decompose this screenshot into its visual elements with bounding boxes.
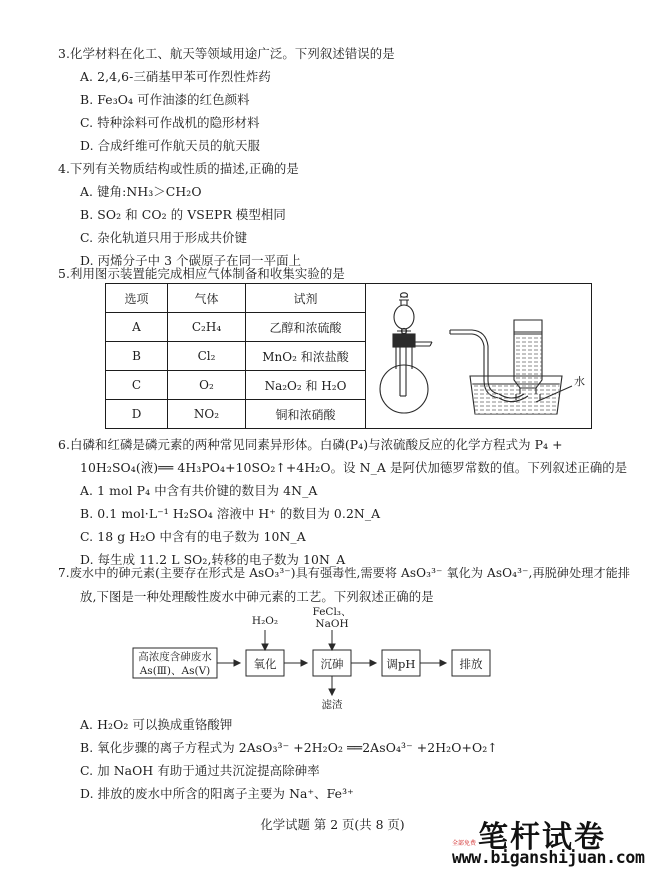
gas-preparation-table [105, 283, 592, 429]
row-d-gas: NO₂ [168, 400, 246, 429]
row-b-gas: Cl₂ [168, 342, 246, 371]
question-6-option-a[interactable]: A. 1 mol P₄ 中含有共价键的数目为 4N_A [80, 483, 318, 498]
water-label: 水 [574, 375, 585, 388]
flowchart-svg [132, 606, 552, 710]
table-header-row [106, 284, 592, 313]
row-a-gas: C₂H₄ [168, 313, 246, 342]
watermark [452, 812, 657, 884]
page-footer: 化学试题 第 2 页(共 8 页) [260, 817, 405, 832]
flow-reagent-naoh: NaOH [315, 618, 349, 630]
arsenic-process-flowchart [132, 606, 552, 710]
table-header-reagent: 试剂 [246, 284, 366, 313]
row-c-option: C [106, 371, 168, 400]
question-7-option-d[interactable]: D. 排放的废水中所含的阳离子主要为 Na⁺、Fe³⁺ [80, 786, 354, 801]
question-3-stem: 3.化学材料在化工、航天等领域用途广泛。下列叙述错误的是 [58, 46, 395, 61]
question-5-table-wrapper [105, 283, 591, 423]
table-header-option: 选项 [106, 284, 168, 313]
flow-step-discharge: 排放 [459, 657, 483, 671]
row-a-option: A [106, 313, 168, 342]
flow-step-precipitation: 沉砷 [320, 657, 344, 671]
table-header-gas: 气体 [168, 284, 246, 313]
question-3-option-b[interactable]: B. Fe₃O₄ 可作油漆的红色颜料 [80, 92, 250, 107]
row-d-option: D [106, 400, 168, 429]
question-3-option-d[interactable]: D. 合成纤维可作航天员的航天服 [80, 138, 261, 153]
row-b-reagent: MnO₂ 和浓盐酸 [246, 342, 366, 371]
apparatus-diagram-cell [366, 284, 592, 429]
question-3-option-c[interactable]: C. 特种涂料可作战机的隐形材料 [80, 115, 260, 130]
row-d-reagent: 铜和浓硝酸 [246, 400, 366, 429]
question-5-stem: 5.利用图示装置能完成相应气体制备和收集实验的是 [58, 266, 345, 281]
row-c-gas: O₂ [168, 371, 246, 400]
flow-step-adjust-ph: 调pH [386, 657, 416, 671]
question-7-option-b[interactable]: B. 氧化步骤的离子方程式为 2AsO₃³⁻ +2H₂O₂ ══2AsO₄³⁻ +2H₂O+O₂↑ [80, 740, 498, 755]
question-6-option-d[interactable]: D. 每生成 11.2 L SO₂,转移的电子数为 10N_A [80, 552, 346, 567]
watermark-badge: 全部免费 [452, 840, 477, 847]
watermark-brand: 笔杆试卷 [478, 820, 606, 855]
question-6-stem-line1: 6.白磷和红磷是磷元素的两种常见同素异形体。白磷(P₄)与浓硫酸反应的化学方程式为 P₄ + [58, 437, 563, 452]
question-7-stem-line1: 7.废水中的砷元素(主要存在形式是 AsO₃³⁻)具有强毒性,需要将 AsO₃³⁻ 氧化为 AsO₄³⁻,再脱砷处理才能排 [58, 566, 631, 580]
question-4-option-d[interactable]: D. 丙烯分子中 3 个碳原子在同一平面上 [80, 253, 302, 268]
flow-reagent-h2o2: H₂O₂ [251, 615, 279, 627]
row-b-option: B [106, 342, 168, 371]
question-4-option-a[interactable]: A. 键角:NH₃＞CH₂O [80, 184, 202, 199]
question-7-stem-line2: 放,下图是一种处理酸性废水中砷元素的工艺。下列叙述正确的是 [80, 589, 434, 604]
question-3-option-a[interactable]: A. 2,4,6-三硝基甲苯可作烈性炸药 [80, 69, 271, 84]
flow-byproduct-residue: 滤渣 [321, 699, 343, 710]
watermark-url: www.biganshijuan.com [452, 848, 645, 867]
question-7-option-a[interactable]: A. H₂O₂ 可以换成重铬酸钾 [80, 717, 233, 732]
gas-apparatus-svg [366, 284, 592, 424]
question-4-stem: 4.下列有关物质结构或性质的描述,正确的是 [58, 161, 299, 176]
question-6-option-b[interactable]: B. 0.1 mol·L⁻¹ H₂SO₄ 溶液中 H⁺ 的数目为 0.2N_A [80, 506, 381, 521]
flow-input-line2: As(Ⅲ)、As(Ⅴ) [139, 665, 211, 677]
row-c-reagent: Na₂O₂ 和 H₂O [246, 371, 366, 400]
question-6-stem-line2: 10H₂SO₄(液)══ 4H₃PO₄+10SO₂↑+4H₂O。设 N_A 是阿伏加德罗常数的值。下列叙述正确的是 [80, 460, 628, 475]
row-a-reagent: 乙醇和浓硫酸 [246, 313, 366, 342]
flow-step-oxidation: 氧化 [253, 657, 277, 671]
flow-input-line1: 高浓度含砷废水 [138, 651, 212, 663]
question-7-option-c[interactable]: C. 加 NaOH 有助于通过共沉淀提高除砷率 [80, 763, 320, 778]
question-6-option-c[interactable]: C. 18 g H₂O 中含有的电子数为 10N_A [80, 529, 306, 544]
flow-reagent-fecl3: FeCl₃、 [312, 606, 352, 618]
question-4-option-c[interactable]: C. 杂化轨道只用于形成共价键 [80, 230, 248, 245]
question-4-option-b[interactable]: B. SO₂ 和 CO₂ 的 VSEPR 模型相同 [80, 207, 286, 222]
